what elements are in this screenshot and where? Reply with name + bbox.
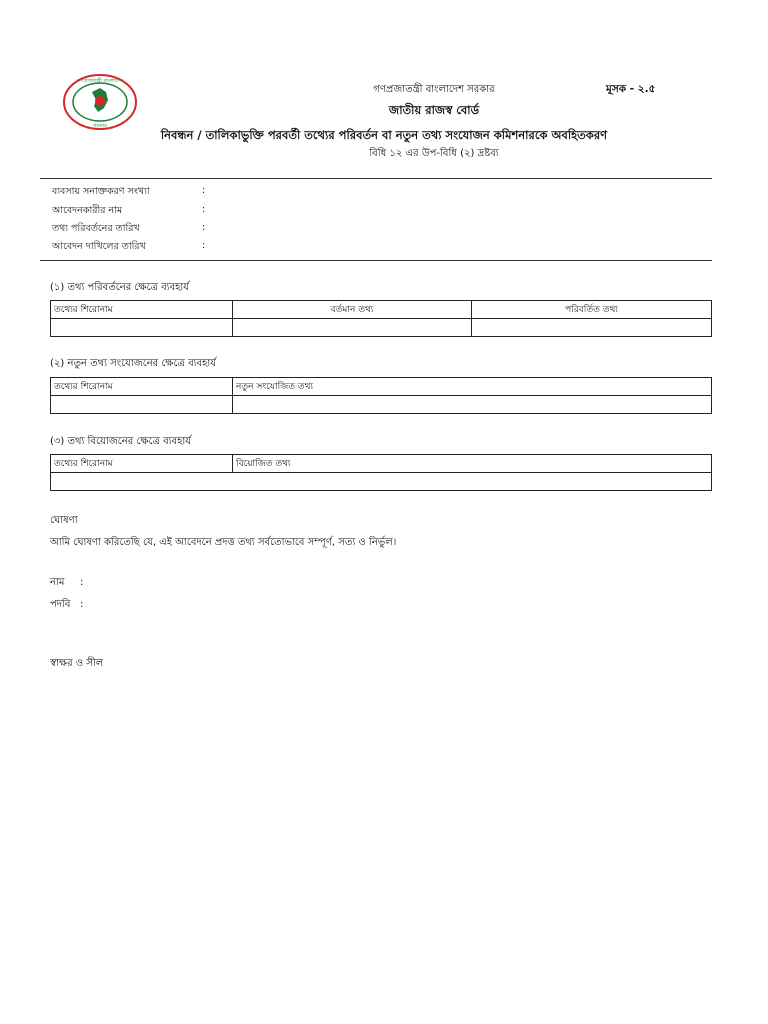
info-label: আবেদনকারীর নাম	[52, 205, 123, 216]
table-header-row	[51, 455, 712, 473]
column-header: বিয়োজিত তথ্য	[233, 455, 712, 473]
info-label: তথ্য পরিবর্তনের তারিখ	[52, 223, 140, 234]
declaration-heading: ঘোষণা	[50, 515, 78, 526]
table-header-row	[51, 378, 712, 396]
seal-top-text: গণপ্রজাতন্ত্রী বাংলাদেশ	[77, 78, 123, 84]
divider-info	[40, 260, 712, 261]
section3-title: (৩) তথ্য বিয়োজনের ক্ষেত্রে ব্যবহার্য	[50, 436, 192, 447]
column-header: তথ্যের শিরোনাম	[51, 455, 233, 473]
table-cell[interactable]	[233, 396, 712, 414]
table-cell[interactable]	[472, 319, 712, 337]
section2-table	[50, 377, 712, 414]
info-colon: :	[202, 240, 206, 251]
section2-title: (২) নতুন তথ্য সংযোজনের ক্ষেত্রে ব্যবহার্য	[50, 358, 217, 369]
board-name: জাতীয় রাজস্ব বোর্ড	[388, 103, 480, 117]
seal-bottom-text: সরকার	[93, 123, 107, 129]
name-label: নাম	[50, 577, 65, 588]
column-header: তথ্যের শিরোনাম	[51, 378, 233, 396]
table-row	[51, 396, 712, 414]
table-cell[interactable]	[51, 473, 712, 491]
section1-table	[50, 300, 712, 337]
info-colon: :	[202, 185, 206, 196]
info-label: আবেদন দাখিলের তারিখ	[52, 241, 146, 252]
table-row	[51, 473, 712, 491]
info-row-applicant	[52, 204, 206, 220]
table-cell[interactable]	[233, 319, 472, 337]
signature-seal-label: স্বাক্ষর ও সীল	[50, 658, 104, 669]
designation-label: পদবি	[50, 599, 71, 610]
table-row	[51, 319, 712, 337]
divider-top	[40, 178, 712, 179]
table-cell[interactable]	[51, 319, 233, 337]
section3-table	[50, 454, 712, 491]
column-header: পরিবর্তিত তথ্য	[472, 301, 712, 319]
table-cell[interactable]	[51, 396, 233, 414]
section1-title: (১) তথ্য পরিবর্তনের ক্ষেত্রে ব্যবহার্য	[50, 282, 190, 293]
column-header: বর্তমান তথ্য	[233, 301, 472, 319]
government-name: গণপ্রজাতন্ত্রী বাংলাদেশ সরকার	[373, 84, 495, 95]
designation-colon: :	[80, 599, 84, 610]
declaration-text: আমি ঘোষণা করিতেছি যে, এই আবেদনে প্রদত্ত তথ্য সর্বতোভাবে সম্পূর্ণ, সত্য ও নির্ভুল।	[50, 537, 397, 548]
info-row-change-date	[52, 222, 206, 238]
info-label: ব্যবসায় সনাক্তকরণ সংখ্যা	[52, 186, 150, 197]
form-title: নিবন্ধন / তালিকাভুক্তি পরবর্তী তথ্যের পরিবর্তন বা নতুন তথ্য সংযোজন কমিশনারকে অবহিতকরণ	[160, 128, 608, 142]
info-row-submission-date	[52, 240, 206, 256]
form-number: মূসক - ২.৫	[606, 83, 656, 95]
info-colon: :	[202, 204, 206, 215]
column-header: তথ্যের শিরোনাম	[51, 301, 233, 319]
table-header-row	[51, 301, 712, 319]
info-colon: :	[202, 222, 206, 233]
rule-reference: বিধি ১২ এর উপ-বিধি (২) দ্রষ্টব্য	[369, 148, 499, 159]
column-header: নতুন সংযোজিত তথ্য	[233, 378, 712, 396]
info-row-bin	[52, 185, 206, 201]
name-colon: :	[80, 577, 84, 588]
